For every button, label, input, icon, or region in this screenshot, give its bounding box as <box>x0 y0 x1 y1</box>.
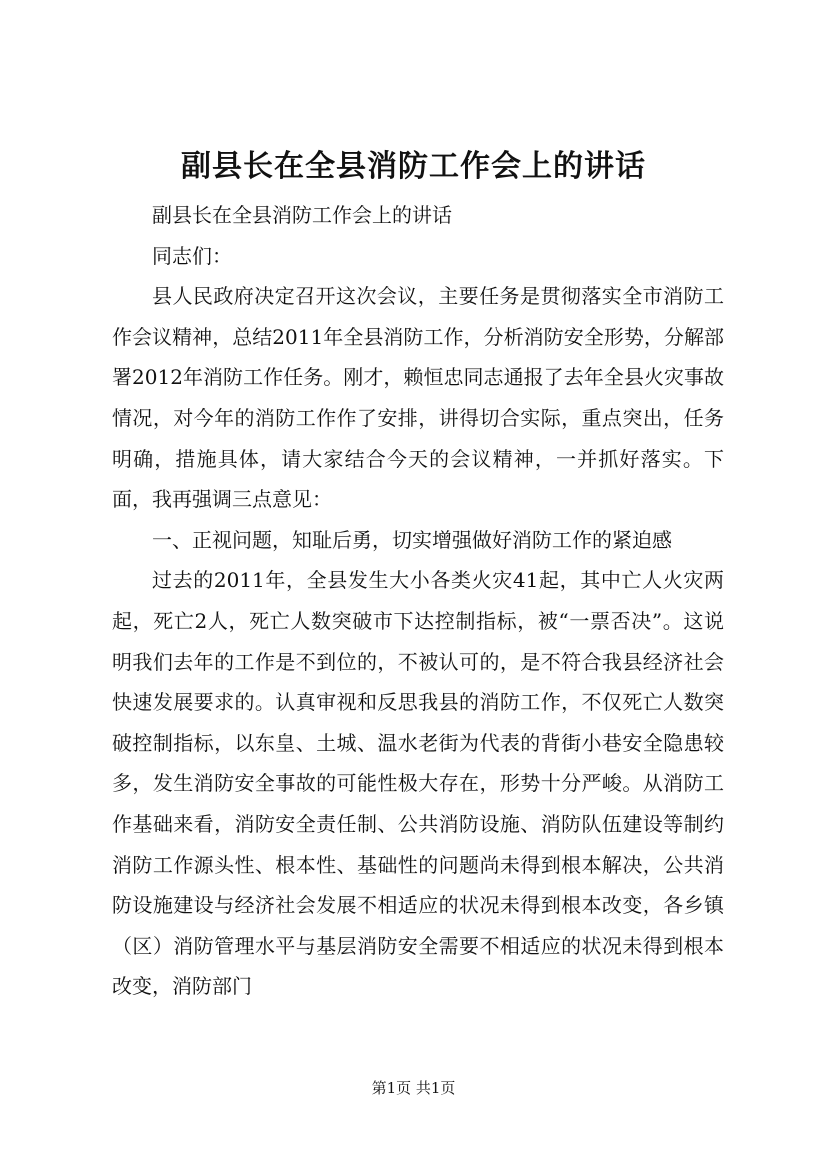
document-body <box>112 195 724 1007</box>
body-paragraph-salutation: 同志们： <box>152 243 232 268</box>
body-paragraph-intro: 县人民政府决定召开这次会议，主要任务是贯彻落实全市消防工作会议精神，总结2011年全县消防工作，分析消防安全形势，分解部署2012年消防工作任务。刚才，赖恒忠同志通报了去年全县火灾事故情况，对今年的消防工作作了安排，讲得切合实际，重点突出，任务明确，措施具体，请大家结合今天的会议精神，一并抓好落实。下面，我再强调三点意见： <box>112 284 724 512</box>
document-title: 副县长在全县消防工作会上的讲话 <box>181 149 646 184</box>
section-heading-1: 一、正视问题，知耻后勇，切实增强做好消防工作的紧迫感 <box>152 527 672 552</box>
page-footer: 第1页 共1页 <box>371 1079 456 1097</box>
body-paragraph-section-1: 过去的2011年，全县发生大小各类火灾41起，其中亡人火灾两起，死亡2人，死亡人数突破市下达控制指标，被“一票否决”。这说明我们去年的工作是不到位的，不被认可的，是不符合我县经济社会快速发展要求的。认真审视和反思我县的消防工作，不仅死亡人数突破控制指标，以东皇、土城、温水老街为代表的背街小巷安全隐患较多，发生消防安全事故的可能性极大存在，形势十分严峻。从消防工作基础来看，消防安全责任制、公共消防设施、消防队伍建设等制约消防工作源头性、根本性、基础性的问题尚未得到根本解决，公共消防设施建设与经济社会发展不相适应的状况未得到根本改变，各乡镇（区）消防管理水平与基层消防安全需要不相适应的状况未得到根本改变，消防部门 <box>112 568 724 999</box>
body-paragraph-subtitle: 副县长在全县消防工作会上的讲话 <box>152 203 452 227</box>
